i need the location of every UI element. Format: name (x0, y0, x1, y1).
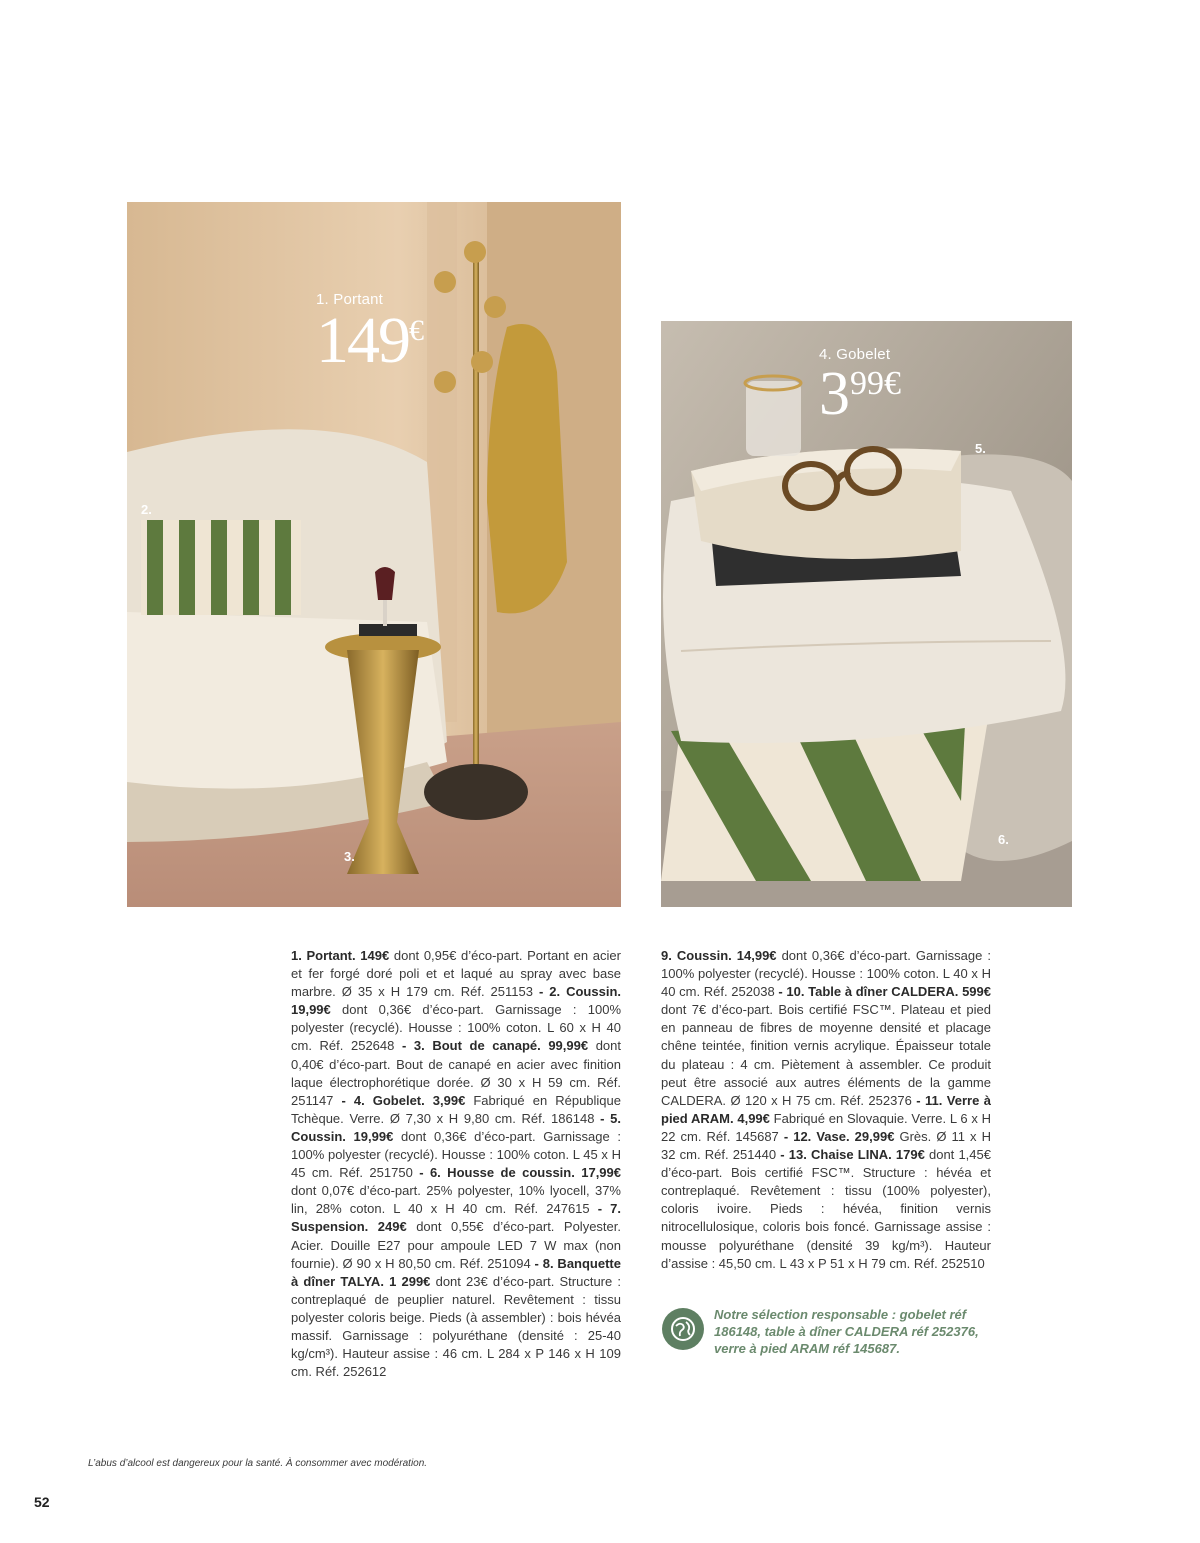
product-details: Fabriqué en Slovaquie. Verre. L 6 x H 22 cm. Réf. 145687 (661, 1110, 992, 1144)
product-details: dont 0,36€ d’éco-part. Garnissage : 100% polyester (recyclé). Housse : 100% coton. L 40 x H 40 cm. Réf. 252038 (661, 948, 991, 1000)
product-details: dont 0,40€ d’éco-part. Bout de canapé en acier avec finition laque électrophorétique dorée. Ø 30 x H 59 cm. Réf. 251147 (291, 1038, 621, 1108)
tumbler-price-cents: 99 (850, 365, 884, 402)
coat-stand-currency: € (409, 314, 424, 347)
product-heading: - 3. Bout de canapé. 99,99€ (401, 1038, 589, 1054)
marker-2: 2. (141, 502, 152, 517)
product-heading: 9. Coussin. 14,99€ (661, 948, 777, 963)
product-heading: - 7. Suspension. 249€ (291, 1201, 621, 1235)
product-details: Grès. Ø 11 x H 32 cm. Réf. 251440 (661, 1128, 991, 1163)
globe-leaf-icon (662, 1308, 704, 1350)
marker-5: 5. (975, 441, 986, 456)
product-details: dont 23€ d’éco-part. Structure : contreplaqué de peuplier naturel. Revêtement : tissu polyester coloris beige. Pieds (à assembler) : bois hévéa massif. Garnissage : polyuréthane (densité : 25-40 kg/cm³). Hauteur assise : 46 cm. L 284 x P 146 x H 109 cm. Réf. 252612 (291, 1273, 622, 1380)
product-heading: 1. Portant. 149€ (291, 948, 390, 963)
product-description-right (661, 947, 991, 1273)
product-heading: - 8. Banquette à dîner TALYA. 1 299€ (291, 1255, 621, 1289)
product-details: dont 7€ d’éco-part. Bois certifié FSC™. Plateau et pied en panneau de fibres de moyenne densité et placage chêne teintée, finition vernis acrylique. Épaisseur totale du plateau : 4 cm. Piètement à assembler. Ce produit peut être associé aux autres éléments de la gamme CALDERA. Ø 120 x H 75 cm. Réf. 252376 (661, 1002, 991, 1108)
marker-3: 3. (344, 849, 355, 864)
coat-stand-callout (316, 291, 424, 377)
product-heading: - 6. Housse de coussin. 17,99€ (419, 1165, 622, 1181)
tumbler-glass (745, 376, 801, 456)
product-description-left (291, 947, 621, 1381)
coat-stand-price: 149 (316, 304, 409, 377)
product-heading: - 11. Verre à pied ARAM. 4,99€ (661, 1092, 991, 1126)
eco-selection-text: Notre sélection responsable : gobelet réf 186148, table à dîner CALDERA réf 252376, verre à pied ARAM réf 145687. (714, 1307, 979, 1356)
marker-6: 6. (998, 832, 1009, 847)
alcohol-disclaimer: L’abus d’alcool est dangereux pour la santé. À consommer avec modération. (88, 1458, 428, 1469)
product-details: Fabriqué en République Tchèque. Verre. Ø 7,30 x H 9,80 cm. Réf. 186148 (291, 1092, 621, 1126)
tumbler-callout (819, 346, 901, 428)
eco-selection-note (662, 1306, 1002, 1357)
product-details: dont 1,45€ d’éco-part. Bois certifié FSC™. Structure : hévéa et contreplaqué. Revêtement : tissu (100% polyester), coloris ivoire. Pieds : hévéa, finition vernis nitrocellulosique, coloris bois foncé. Garnissage assise : mousse polyuréthane (densité 39 kg/m³). Hauteur d’assise : 45,50 cm. L 43 x P 51 x H 79 cm. Réf. 252510 (661, 1147, 991, 1271)
product-details: dont 0,36€ d’éco-part. Garnissage : 100% polyester (recyclé). Housse : 100% coton. L 45 x H 45 cm. Réf. 251750 (291, 1128, 621, 1181)
product-heading: - 10. Table à dîner CALDERA. 599€ (778, 984, 991, 1000)
product-details: dont 0,07€ d’éco-part. 25% polyester, 10% lyocell, 37% lin, 28% coton. L 40 x H 40 cm. Réf. 247615 (291, 1183, 621, 1217)
product-heading: - 2. Coussin. 19,99€ (291, 984, 621, 1018)
product-details: dont 0,55€ d’éco-part. Polyester. Acier. Douille E27 pour ampoule LED 7 W max (non fournie). Ø 90 x H 80,50 cm. Réf. 251094 (291, 1219, 621, 1271)
product-heading: - 12. Vase. 29,99€ (783, 1128, 895, 1144)
tumbler-title: 4. Gobelet (819, 346, 891, 363)
page-number: 52 (34, 1494, 50, 1510)
tumbler-currency: € (884, 365, 901, 402)
striped-cushion (141, 520, 301, 615)
coat-stand-title: 1. Portant (316, 291, 384, 308)
product-heading: - 5. Coussin. 19,99€ (291, 1110, 621, 1144)
product-details: dont 0,95€ d’éco-part. Portant en acier et fer forgé doré poli et et laqué au spray avec base marbre. Ø 35 x H 179 cm. Réf. 251153 (291, 948, 621, 1000)
tumbler-price-main: 3 (819, 360, 850, 428)
product-heading: - 13. Chaise LINA. 179€ (780, 1147, 925, 1163)
product-details: dont 0,36€ d’éco-part. Garnissage : 100% polyester (recyclé). Housse : 100% coton. L 60 x H 40 cm. Réf. 252648 (291, 1002, 621, 1054)
product-heading: - 4. Gobelet. 3,99€ (341, 1092, 466, 1108)
